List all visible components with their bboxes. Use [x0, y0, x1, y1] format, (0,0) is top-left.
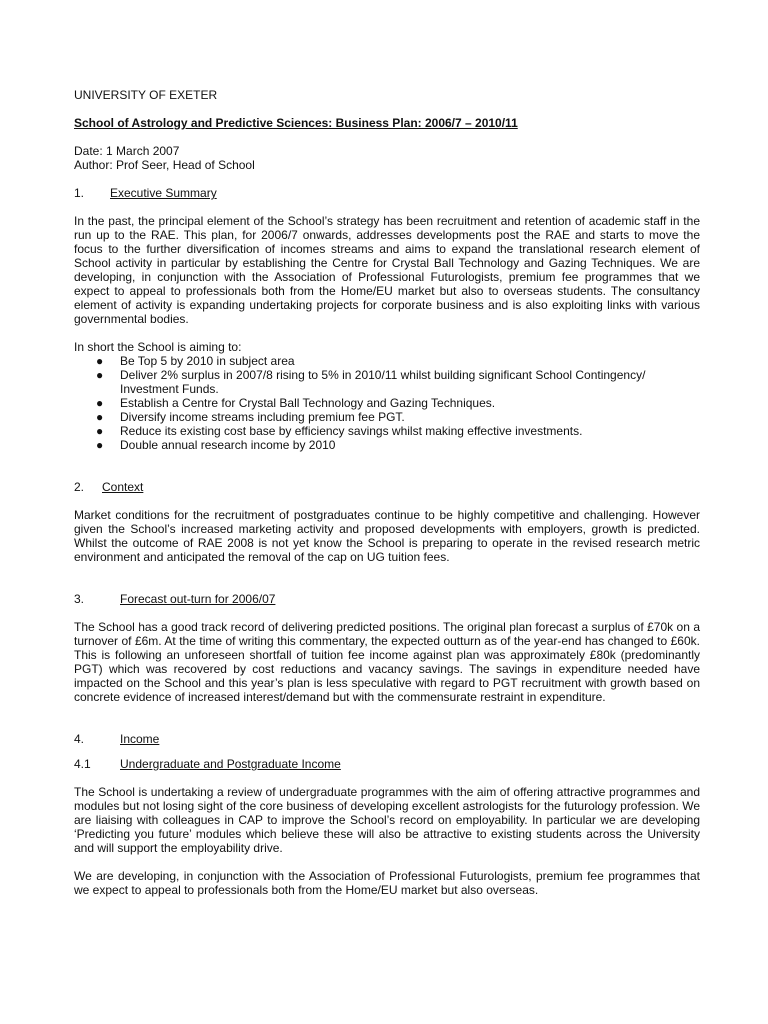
section-3-title: Forecast out-turn for 2006/07 [120, 592, 276, 606]
section-4-1-paragraph-2: We are developing, in conjunction with the Association of Professional Futurologists, premium fee programmes that we expect to appeal to professionals both from the Home/EU market but also overseas. [74, 869, 700, 897]
section-4-1-title: Undergraduate and Postgraduate Income [120, 757, 341, 771]
bullet-icon: ● [96, 410, 104, 424]
section-3-number: 3. [74, 592, 85, 606]
section-2-title: Context [102, 480, 144, 494]
bullet-icon: ● [96, 438, 104, 452]
section-1-number: 1. [74, 186, 85, 200]
bullet-icon: ● [96, 396, 104, 410]
bullet-icon: ● [96, 354, 104, 368]
section-4-title: Income [120, 732, 160, 746]
document-page [74, 88, 700, 897]
document-author: Author: Prof Seer, Head of School [74, 158, 255, 172]
list-item: ● Diversify income streams including premium fee PGT. [96, 410, 405, 424]
list-item: ● Be Top 5 by 2010 in subject area [96, 354, 295, 368]
section-2-heading [74, 480, 700, 494]
list-item: ● Deliver 2% surplus in 2007/8 rising to 5% in 2010/11 whilst building significant School Contingency/ Investment Funds. [96, 368, 646, 396]
bullet-icon: ● [96, 424, 104, 438]
document-title: School of Astrology and Predictive Sciences: Business Plan: 2006/7 – 2010/11 [74, 116, 518, 130]
section-2-paragraph: Market conditions for the recruitment of postgraduates continue to be highly competitive and challenging. However given the School’s increased marketing activity and proposed developments with employers, growth is predicted. Whilst the outcome of RAE 2008 is not yet know the School is preparing to operate in the revised research metric environment and anticipated the removal of the cap on UG tuition fees. [74, 508, 700, 564]
bullet-icon: ● [96, 368, 104, 382]
section-4-1-number: 4.1 [74, 757, 91, 771]
section-1-bullet-list [74, 354, 700, 452]
section-3-heading [74, 592, 700, 606]
section-3-paragraph: The School has a good track record of delivering predicted positions. The original plan forecast a surplus of £70k on a turnover of £6m. At the time of writing this commentary, the expected outturn as of the year-end has changed to £60k. This is following an unforeseen shortfall of tuition fee income against plan was approximately £80k (predominantly PGT) which was recovered by cost reductions and vacancy savings. The savings in expenditure needed have impacted on the School and this year’s plan is less speculative with regard to PGT recruitment with growth based on concrete evidence of increased interest/demand but with the commensurate restraint in expenditure. [74, 620, 700, 704]
section-1-title: Executive Summary [110, 186, 217, 200]
section-4-1-paragraph-1: The School is undertaking a review of undergraduate programmes with the aim of offering attractive programmes and modules but not losing sight of the core business of developing excellent astrologists for the futurology profession. We are liaising with colleagues in CAP to improve the School’s record on employability. In particular we are developing ‘Predicting you future’ modules which believe these will also be attractive to existing students across the University and will support the employability drive. [74, 785, 700, 855]
section-4-number: 4. [74, 732, 85, 746]
document-date: Date: 1 March 2007 [74, 144, 180, 158]
university-name: UNIVERSITY OF EXETER [74, 88, 218, 102]
section-4-1-heading [74, 757, 700, 771]
list-item: ● Establish a Centre for Crystal Ball Technology and Gazing Techniques. [96, 396, 496, 410]
list-item: ● Reduce its existing cost base by efficiency savings whilst making effective investments. [96, 424, 583, 438]
section-4-heading [74, 732, 700, 746]
section-2-number: 2. [74, 480, 85, 494]
list-item: ● Double annual research income by 2010 [96, 438, 336, 452]
section-1-heading [74, 186, 700, 200]
section-1-intro: In short the School is aiming to: [74, 340, 242, 354]
section-1-paragraph: In the past, the principal element of the School’s strategy has been recruitment and retention of academic staff in the run up to the RAE. This plan, for 2006/7 onwards, addresses developments post the RAE and starts to move the focus to the further diversification of incomes streams and aims to expand the translational research element of School activity in particular by establishing the Centre for Crystal Ball Technology and Gazing Techniques. We are developing, in conjunction with the Association of Professional Futurologists, premium fee programmes that we expect to appeal to professionals both from the Home/EU market but also to overseas students. The consultancy element of activity is expanding undertaking projects for corporate business and is also exploiting links with various governmental bodies. [74, 214, 700, 326]
